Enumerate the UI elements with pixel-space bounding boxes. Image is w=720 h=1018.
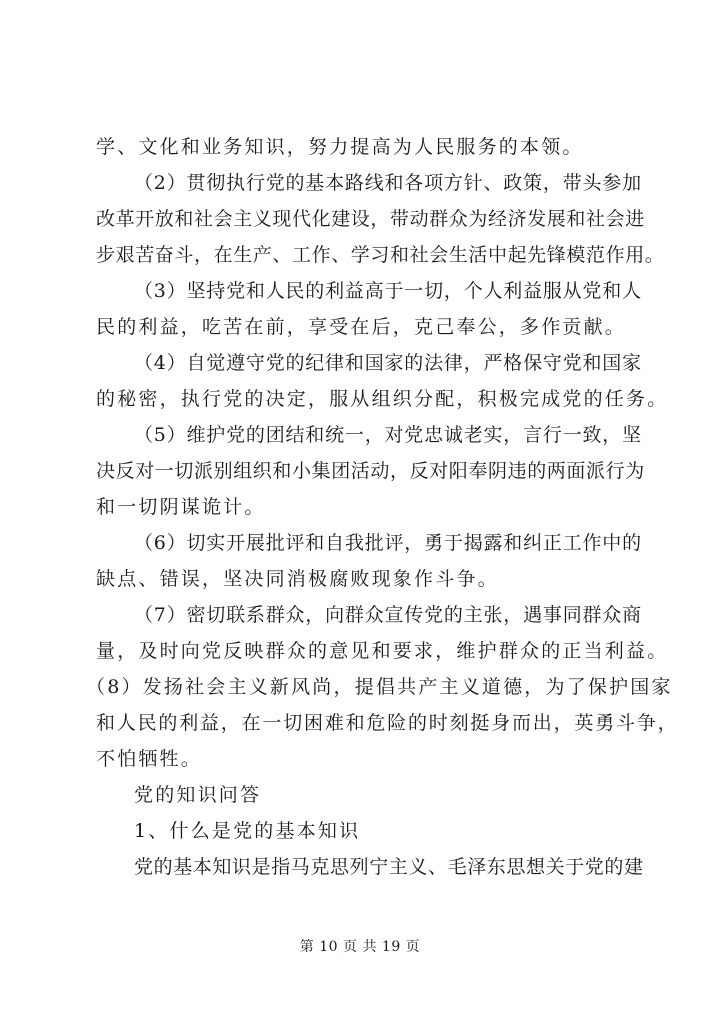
text-line: （7）密切联系群众，向群众宣传党的主张，遇事同群众商	[134, 604, 642, 626]
text-line: 党的基本知识是指马克思列宁主义、毛泽东思想关于党的建	[134, 856, 644, 878]
text-line: （8）发扬社会主义新风尚，提倡共产主义道德，为了保护国家	[86, 676, 673, 698]
text-line: （2）贯彻执行党的基本路线和各项方针、政策，带头参加	[134, 172, 642, 194]
text-line: （4）自觉遵守党的纪律和国家的法律，严格保守党和国家	[134, 352, 642, 374]
text-line: 和人民的利益，在一切困难和危险的时刻挺身而出，英勇斗争，	[96, 712, 679, 734]
text-line: 和一切阴谋诡计。	[96, 496, 266, 518]
page-number-footer: 第 10 页 共 19 页	[299, 939, 421, 955]
question-heading: 1、什么是党的基本知识	[134, 820, 361, 842]
text-line: 学、文化和业务知识，努力提高为人民服务的本领。	[96, 136, 584, 158]
body-text	[86, 129, 679, 885]
text-line: 缺点、错误，坚决同消极腐败现象作斗争。	[96, 568, 499, 590]
text-line: 决反对一切派别组织和小集团活动，反对阳奉阴违的两面派行为	[96, 460, 645, 482]
text-line: 步艰苦奋斗，在生产、工作、学习和社会生活中起先锋模范作用。	[96, 244, 665, 266]
text-line: 民的利益，吃苦在前，享受在后，克己奉公，多作贡献。	[96, 316, 627, 338]
text-line: （3）坚持党和人民的利益高于一切，个人利益服从党和人	[134, 280, 642, 302]
text-line: （5）维护党的团结和统一，对党忠诚老实，言行一致，坚	[134, 424, 642, 446]
section-heading: 党的知识问答	[134, 784, 262, 806]
text-line: 量，及时向党反映群众的意见和要求，维护群众的正当利益。	[96, 640, 669, 662]
text-line: 的秘密，执行党的决定，服从组织分配，积极完成党的任务。	[96, 388, 669, 410]
text-line: 改革开放和社会主义现代化建设，带动群众为经济发展和社会进	[96, 208, 645, 230]
text-line: 不怕牺牲。	[96, 748, 203, 770]
text-line: （6）切实开展批评和自我批评，勇于揭露和纠正工作中的	[134, 532, 642, 554]
